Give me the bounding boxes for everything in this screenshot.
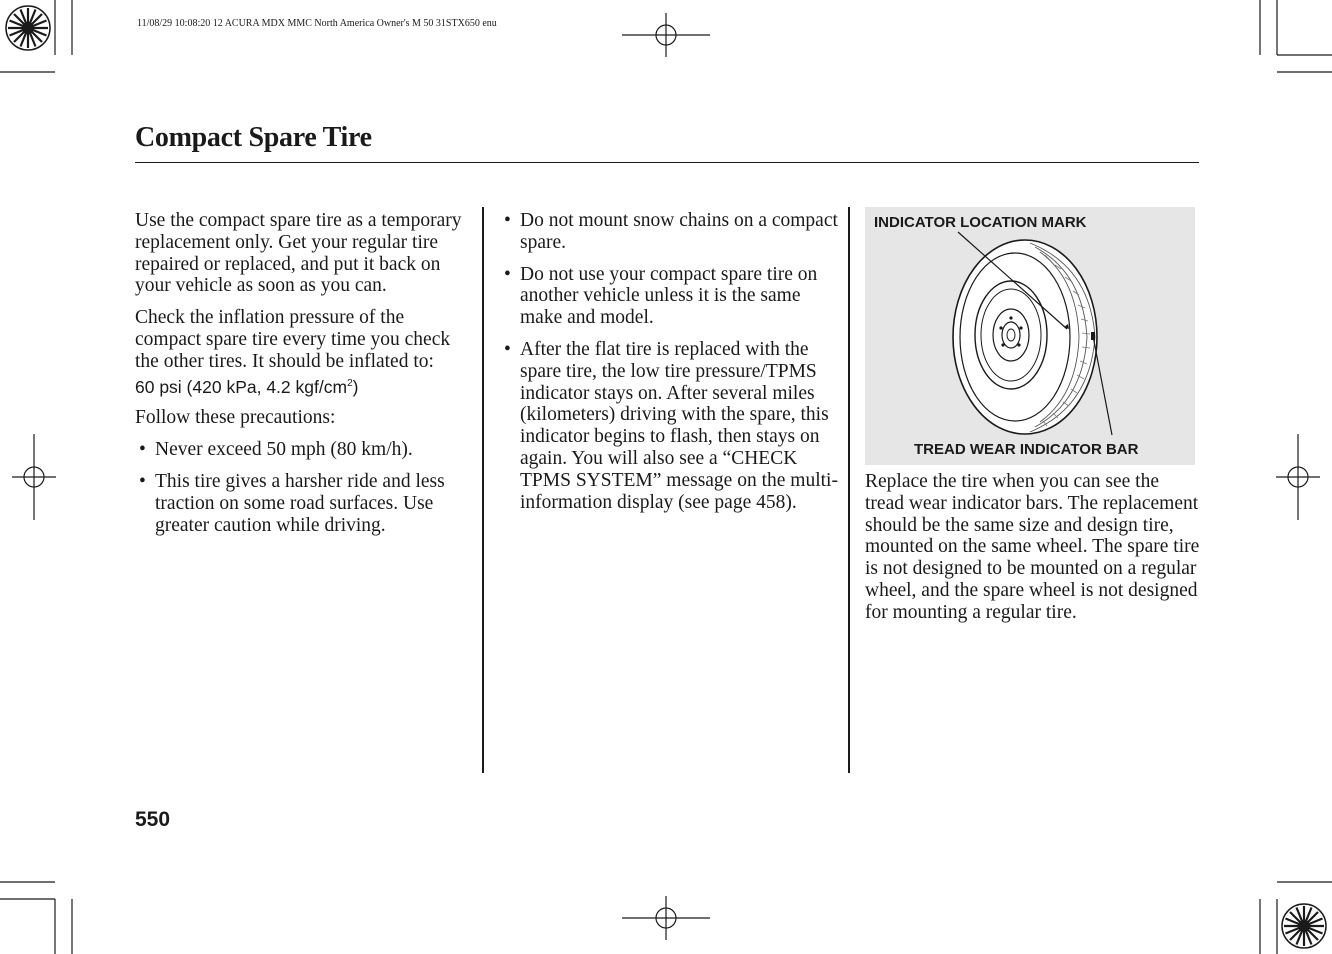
title-rule xyxy=(135,162,1199,163)
column-right xyxy=(865,471,1200,634)
figure-label-bottom: TREAD WEAR INDICATOR BAR xyxy=(914,441,1139,458)
list-item xyxy=(135,439,473,461)
inflation-paragraph xyxy=(135,307,473,397)
column-divider xyxy=(848,207,850,773)
registration-target-icon xyxy=(1282,904,1326,948)
list-item xyxy=(500,339,838,513)
list-item-text: This tire gives a harsher ride and less traction on some road surfaces. Use greater caution while driving. xyxy=(155,471,445,536)
column-left xyxy=(135,210,473,546)
list-item-text: Never exceed 50 mph (80 km/h). xyxy=(155,439,413,461)
spare-tire-illustration xyxy=(865,207,1195,465)
replacement-paragraph: Replace the tire when you can see the tread wear indicator bars. The replacement should be the same size and design tire, mounted on the same wheel. The spare tire is not designed to be mounted on a regular wheel, and the spare wheel is not designed for mounting a regular tire. xyxy=(865,471,1200,623)
intro-paragraph: Use the compact spare tire as a temporary replacement only. Get your regular tire repaired or replaced, and put it back on your vehicle as soon as you can. xyxy=(135,210,462,297)
crosshair-icon xyxy=(622,896,710,940)
pressure-superscript: 2 xyxy=(347,377,353,389)
bullet-icon: • xyxy=(504,263,511,285)
crosshair-icon xyxy=(1276,434,1320,520)
figure-label-top: INDICATOR LOCATION MARK xyxy=(874,214,1087,231)
pressure-spec xyxy=(135,373,473,398)
page-number: 550 xyxy=(135,808,171,831)
list-item xyxy=(500,264,838,329)
registration-target-icon xyxy=(6,6,50,50)
column-middle xyxy=(500,210,838,523)
list-item xyxy=(135,471,473,536)
pressure-value: 60 psi (420 kPa, 4.2 kgf/cm xyxy=(135,376,348,397)
list-item-text: Do not use your compact spare tire on another vehicle unless it is the same make and model. xyxy=(520,263,818,329)
bullet-icon: • xyxy=(139,471,146,492)
list-item xyxy=(500,210,838,254)
bullet-icon: • xyxy=(504,338,511,360)
crosshair-icon xyxy=(622,13,710,57)
precautions-heading: Follow these precautions: xyxy=(135,407,336,429)
crosshair-icon xyxy=(12,434,56,520)
list-item-text: Do not mount snow chains on a compact spare. xyxy=(520,210,838,253)
page-title: Compact Spare Tire xyxy=(135,122,372,153)
tire-figure xyxy=(865,207,1195,465)
column-divider xyxy=(482,207,484,773)
pressure-close: ) xyxy=(352,376,359,397)
bullet-icon: • xyxy=(504,210,511,231)
list-item-text: After the flat tire is replaced with the spare tire, the low tire pressure/TPMS indicator stays on. After several miles (kilometers) driving with the spare, this indicator begins to flash, then stays on again. You will also see a “CHECK TPMS SYSTEM” message on the multi-information display (see page 458). xyxy=(520,338,838,513)
print-metadata: 11/08/29 10:08:20 12 ACURA MDX MMC North America Owner's M 50 31STX650 enu xyxy=(137,18,497,29)
inflation-text: Check the inflation pressure of the compact spare tire every time you check the other tires. It should be inflated to: xyxy=(135,307,451,372)
bullet-icon: • xyxy=(139,439,146,461)
